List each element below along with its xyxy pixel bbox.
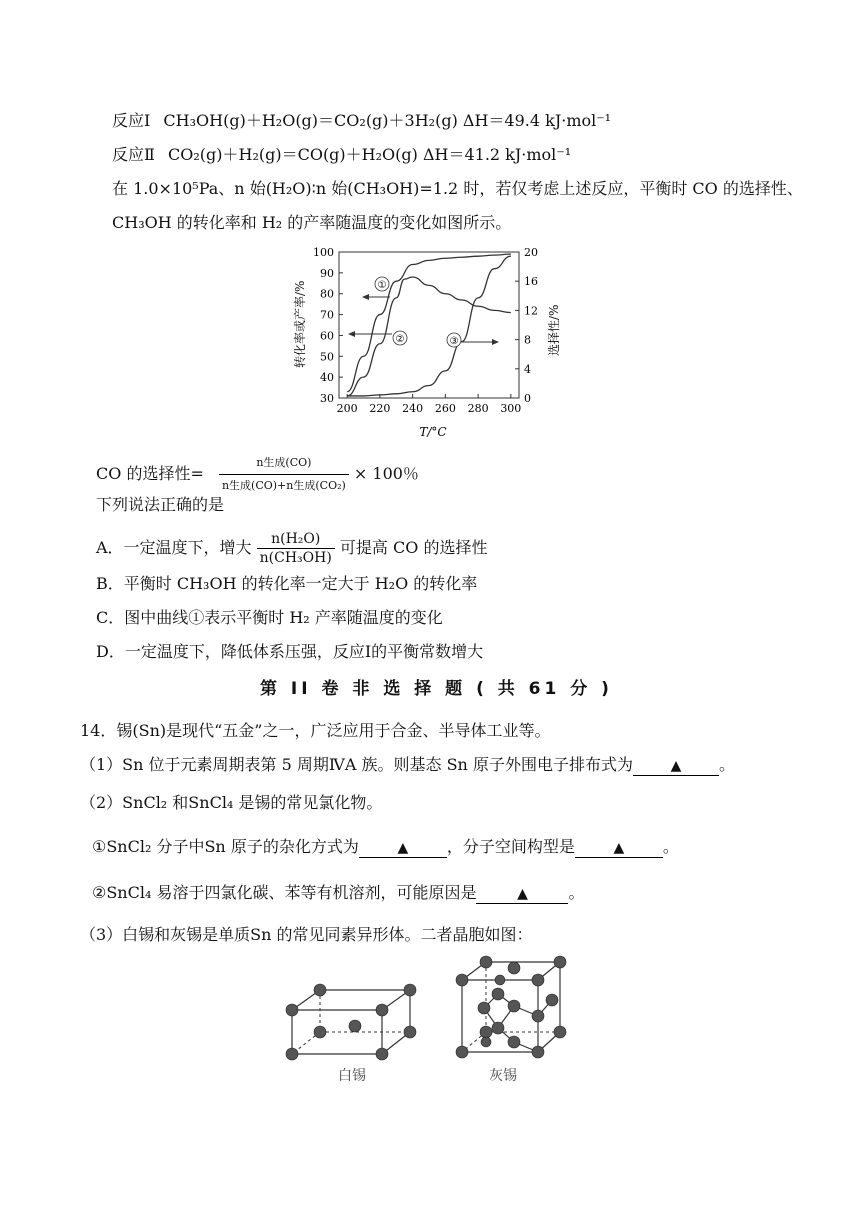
- reaction-1-equation: CH₃OH(g)＋H₂O(g)＝CO₂(g)＋3H₂(g) ΔH＝49.4 kJ·mol⁻¹: [163, 111, 612, 130]
- y-right-tick-label: 20: [524, 246, 538, 259]
- y-left-tick-label: 100: [313, 246, 334, 259]
- chart-series: [347, 254, 511, 396]
- reaction-1-label: 反应Ⅰ: [112, 111, 151, 130]
- y-left-tick-label: 30: [320, 392, 334, 405]
- y-right-tick-label: 0: [524, 392, 531, 405]
- y-left-tick-label: 60: [320, 329, 334, 343]
- y-left-label: 转化率或产率/%: [293, 280, 307, 368]
- q14-part-1-text: （1）Sn 位于元素周期表第 5 周期ⅣA 族。则基态 Sn 原子外围电子排布式为: [80, 755, 633, 774]
- y-right-tick-label: 4: [524, 362, 531, 376]
- gray-tin-label: 灰锡: [489, 1068, 517, 1084]
- option-b: B．平衡时 CH₃OH 的转化率一定大于 H₂O 的转化率: [96, 574, 478, 593]
- y-left-tick-label: 70: [320, 308, 334, 322]
- white-tin-cell: [280, 970, 430, 1086]
- q14-part-1: [80, 754, 735, 776]
- equilibrium-chart: [290, 240, 570, 440]
- reaction-2-label: 反应Ⅱ: [112, 145, 155, 164]
- gray-tin-cell: [448, 950, 578, 1086]
- reaction-1: [112, 110, 611, 132]
- section-title: 第 II 卷 非 选 择 题 ( 共 61 分 ): [260, 679, 613, 699]
- option-a-denominator: n(CH₃OH): [259, 550, 332, 566]
- arrowhead-curve-3: [492, 339, 499, 345]
- q14-part-2a-end: 。: [662, 837, 679, 856]
- x-tick-label: 200: [336, 402, 358, 415]
- selectivity-denominator: n生成(CO)+n生成(CO₂): [221, 479, 346, 492]
- x-tick-label: 280: [467, 402, 489, 415]
- y-left-tick-label: 50: [320, 350, 334, 364]
- option-a-prefix: A．一定温度下，增大: [96, 538, 252, 557]
- y-right-tick-label: 12: [524, 304, 538, 318]
- x-tick-label: 300: [500, 402, 522, 415]
- curve-label-2: ②: [395, 334, 405, 345]
- q14-stem: 14．锡(Sn)是现代“五金”之一，广泛应用于合金、半导体工业等。: [80, 721, 551, 740]
- y-right-axis-ticks: [515, 246, 538, 405]
- q14-part-1-end: 。: [718, 755, 735, 774]
- option-d: D．一定温度下，降低体系压强，反应Ⅰ的平衡常数增大: [96, 642, 484, 661]
- series-line-1: [347, 254, 511, 392]
- selectivity-label: CO 的选择性=: [96, 464, 204, 483]
- x-tick-label: 240: [402, 402, 424, 415]
- option-a-suffix: 可提高 CO 的选择性: [339, 538, 488, 557]
- answer-blank-2[interactable]: ▲: [359, 839, 447, 858]
- conditions-line-1: 在 1.0×10⁵Pa、n 始(H₂O)∶n 始(CH₃OH)=1.2 时，若仅考虑上述反应，平衡时 CO 的选择性、: [112, 179, 803, 198]
- q14-part-2a-mid: ，分子空间构型是: [446, 837, 575, 856]
- x-tick-label: 220: [369, 402, 391, 415]
- selectivity-formula: [96, 452, 419, 497]
- white-tin-label: 白锡: [338, 1068, 366, 1084]
- option-a-fraction: [257, 530, 335, 567]
- q14-part-2a-text: ①SnCl₂ 分子中Sn 原子的杂化方式为: [92, 837, 359, 856]
- curve-label-3: ③: [449, 336, 459, 347]
- selectivity-fraction: [219, 452, 349, 497]
- reaction-2-equation: CO₂(g)＋H₂(g)＝CO(g)＋H₂O(g) ΔH＝41.2 kJ·mol⁻¹: [167, 145, 572, 164]
- selectivity-numerator: n生成(CO): [219, 452, 349, 475]
- y-right-label: 选择性/%: [547, 304, 561, 356]
- question-stem: 下列说法正确的是: [96, 495, 225, 514]
- answer-blank-3[interactable]: ▲: [575, 839, 663, 858]
- series-line-3: [347, 256, 511, 396]
- y-left-tick-label: 40: [320, 371, 334, 385]
- q14-part-2b: [92, 882, 585, 904]
- q14-part-2: （2）SnCl₂ 和SnCl₄ 是锡的常见氯化物。: [80, 793, 383, 812]
- option-c: C．图中曲线①表示平衡时 H₂ 产率随温度的变化: [96, 608, 443, 627]
- q14-part-2b-end: 。: [568, 883, 585, 902]
- x-axis-label: T/°C: [419, 425, 447, 439]
- answer-blank-1[interactable]: ▲: [633, 757, 719, 776]
- selectivity-tail: × 100％: [353, 464, 419, 483]
- conditions-line-2: CH₃OH 的转化率和 H₂ 的产率随温度的变化如图所示。: [112, 213, 512, 232]
- reaction-2: [112, 144, 571, 166]
- arrowhead-curve-2: [348, 331, 355, 337]
- y-right-tick-label: 16: [524, 275, 538, 289]
- y-left-tick-label: 80: [320, 287, 334, 301]
- option-a: [96, 530, 487, 567]
- curve-label-1: ①: [377, 280, 387, 291]
- x-tick-label: 260: [434, 402, 456, 415]
- x-axis-ticks: [337, 394, 522, 415]
- arrowhead-curve-1: [362, 294, 369, 300]
- y-left-tick-label: 90: [320, 266, 334, 280]
- q14-part-3: （3）白锡和灰锡是单质Sn 的常见同素异形体。二者晶胞如图：: [80, 925, 533, 944]
- y-right-tick-label: 8: [524, 333, 531, 347]
- answer-blank-4[interactable]: ▲: [476, 885, 568, 904]
- q14-part-2b-text: ②SnCl₄ 易溶于四氯化碳、苯等有机溶剂，可能原因是: [92, 883, 477, 902]
- q14-part-2a: [92, 836, 679, 858]
- option-a-numerator: n(H₂O): [257, 530, 335, 549]
